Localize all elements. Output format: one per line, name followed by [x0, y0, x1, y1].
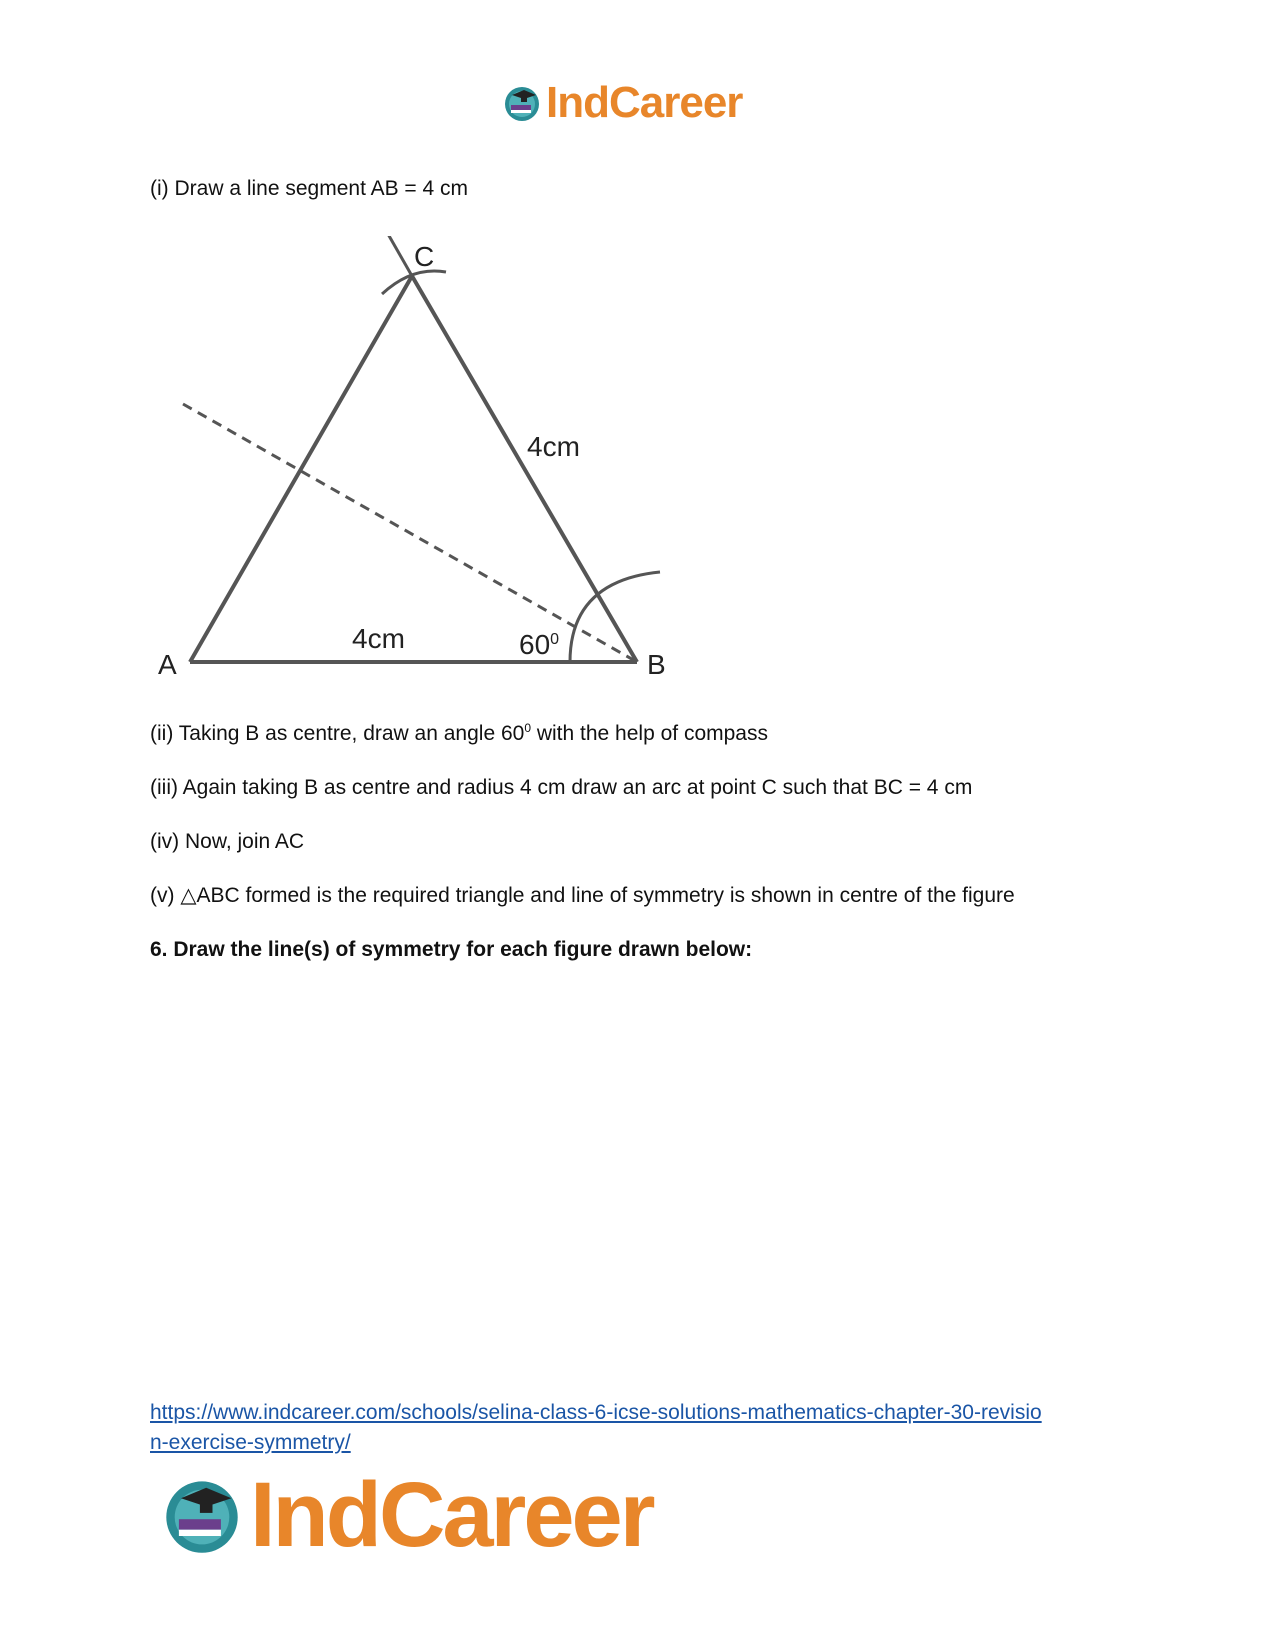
step-4: (iv) Now, join AC: [150, 830, 305, 853]
step-3: (iii) Again taking B as centre and radius 4 cm draw an arc at point C such that BC = 4 cm: [150, 776, 973, 799]
label-side-bc: 4cm: [527, 431, 580, 462]
side-ac: [190, 276, 412, 662]
label-side-ab: 4cm: [352, 623, 405, 654]
step-2: (ii) Taking B as centre, draw an angle $60^0$ with the help of compass: [150, 721, 768, 745]
globe-book-icon: [160, 1473, 244, 1557]
brand-name: IndCareer: [546, 78, 743, 127]
label-b: B: [647, 649, 666, 680]
footer-logo: [160, 1463, 653, 1566]
triangle-figure: [150, 236, 710, 701]
globe-book-icon: [502, 83, 542, 123]
question-6: 6. Draw the line(s) of symmetry for each figure drawn below:: [150, 938, 753, 961]
brand-name: IndCareer: [250, 1463, 653, 1566]
label-angle: $60^0$: [519, 629, 560, 660]
construction-ray: [388, 236, 412, 276]
label-a: A: [158, 649, 177, 680]
label-c: C: [414, 241, 435, 272]
step-1: (i) Draw a line segment AB = 4 cm: [150, 177, 469, 200]
header-logo: [502, 78, 742, 128]
source-link[interactable]: https://www.indcareer.com/schools/selina-class-6-icse-solutions-mathematics-chapter-30-revisio n-exercise-symmetry/: [150, 1401, 1042, 1454]
side-bc: [412, 276, 637, 662]
step-5: (v) △ABC formed is the required triangle and line of symmetry is shown in centre of the figure: [150, 884, 1015, 907]
